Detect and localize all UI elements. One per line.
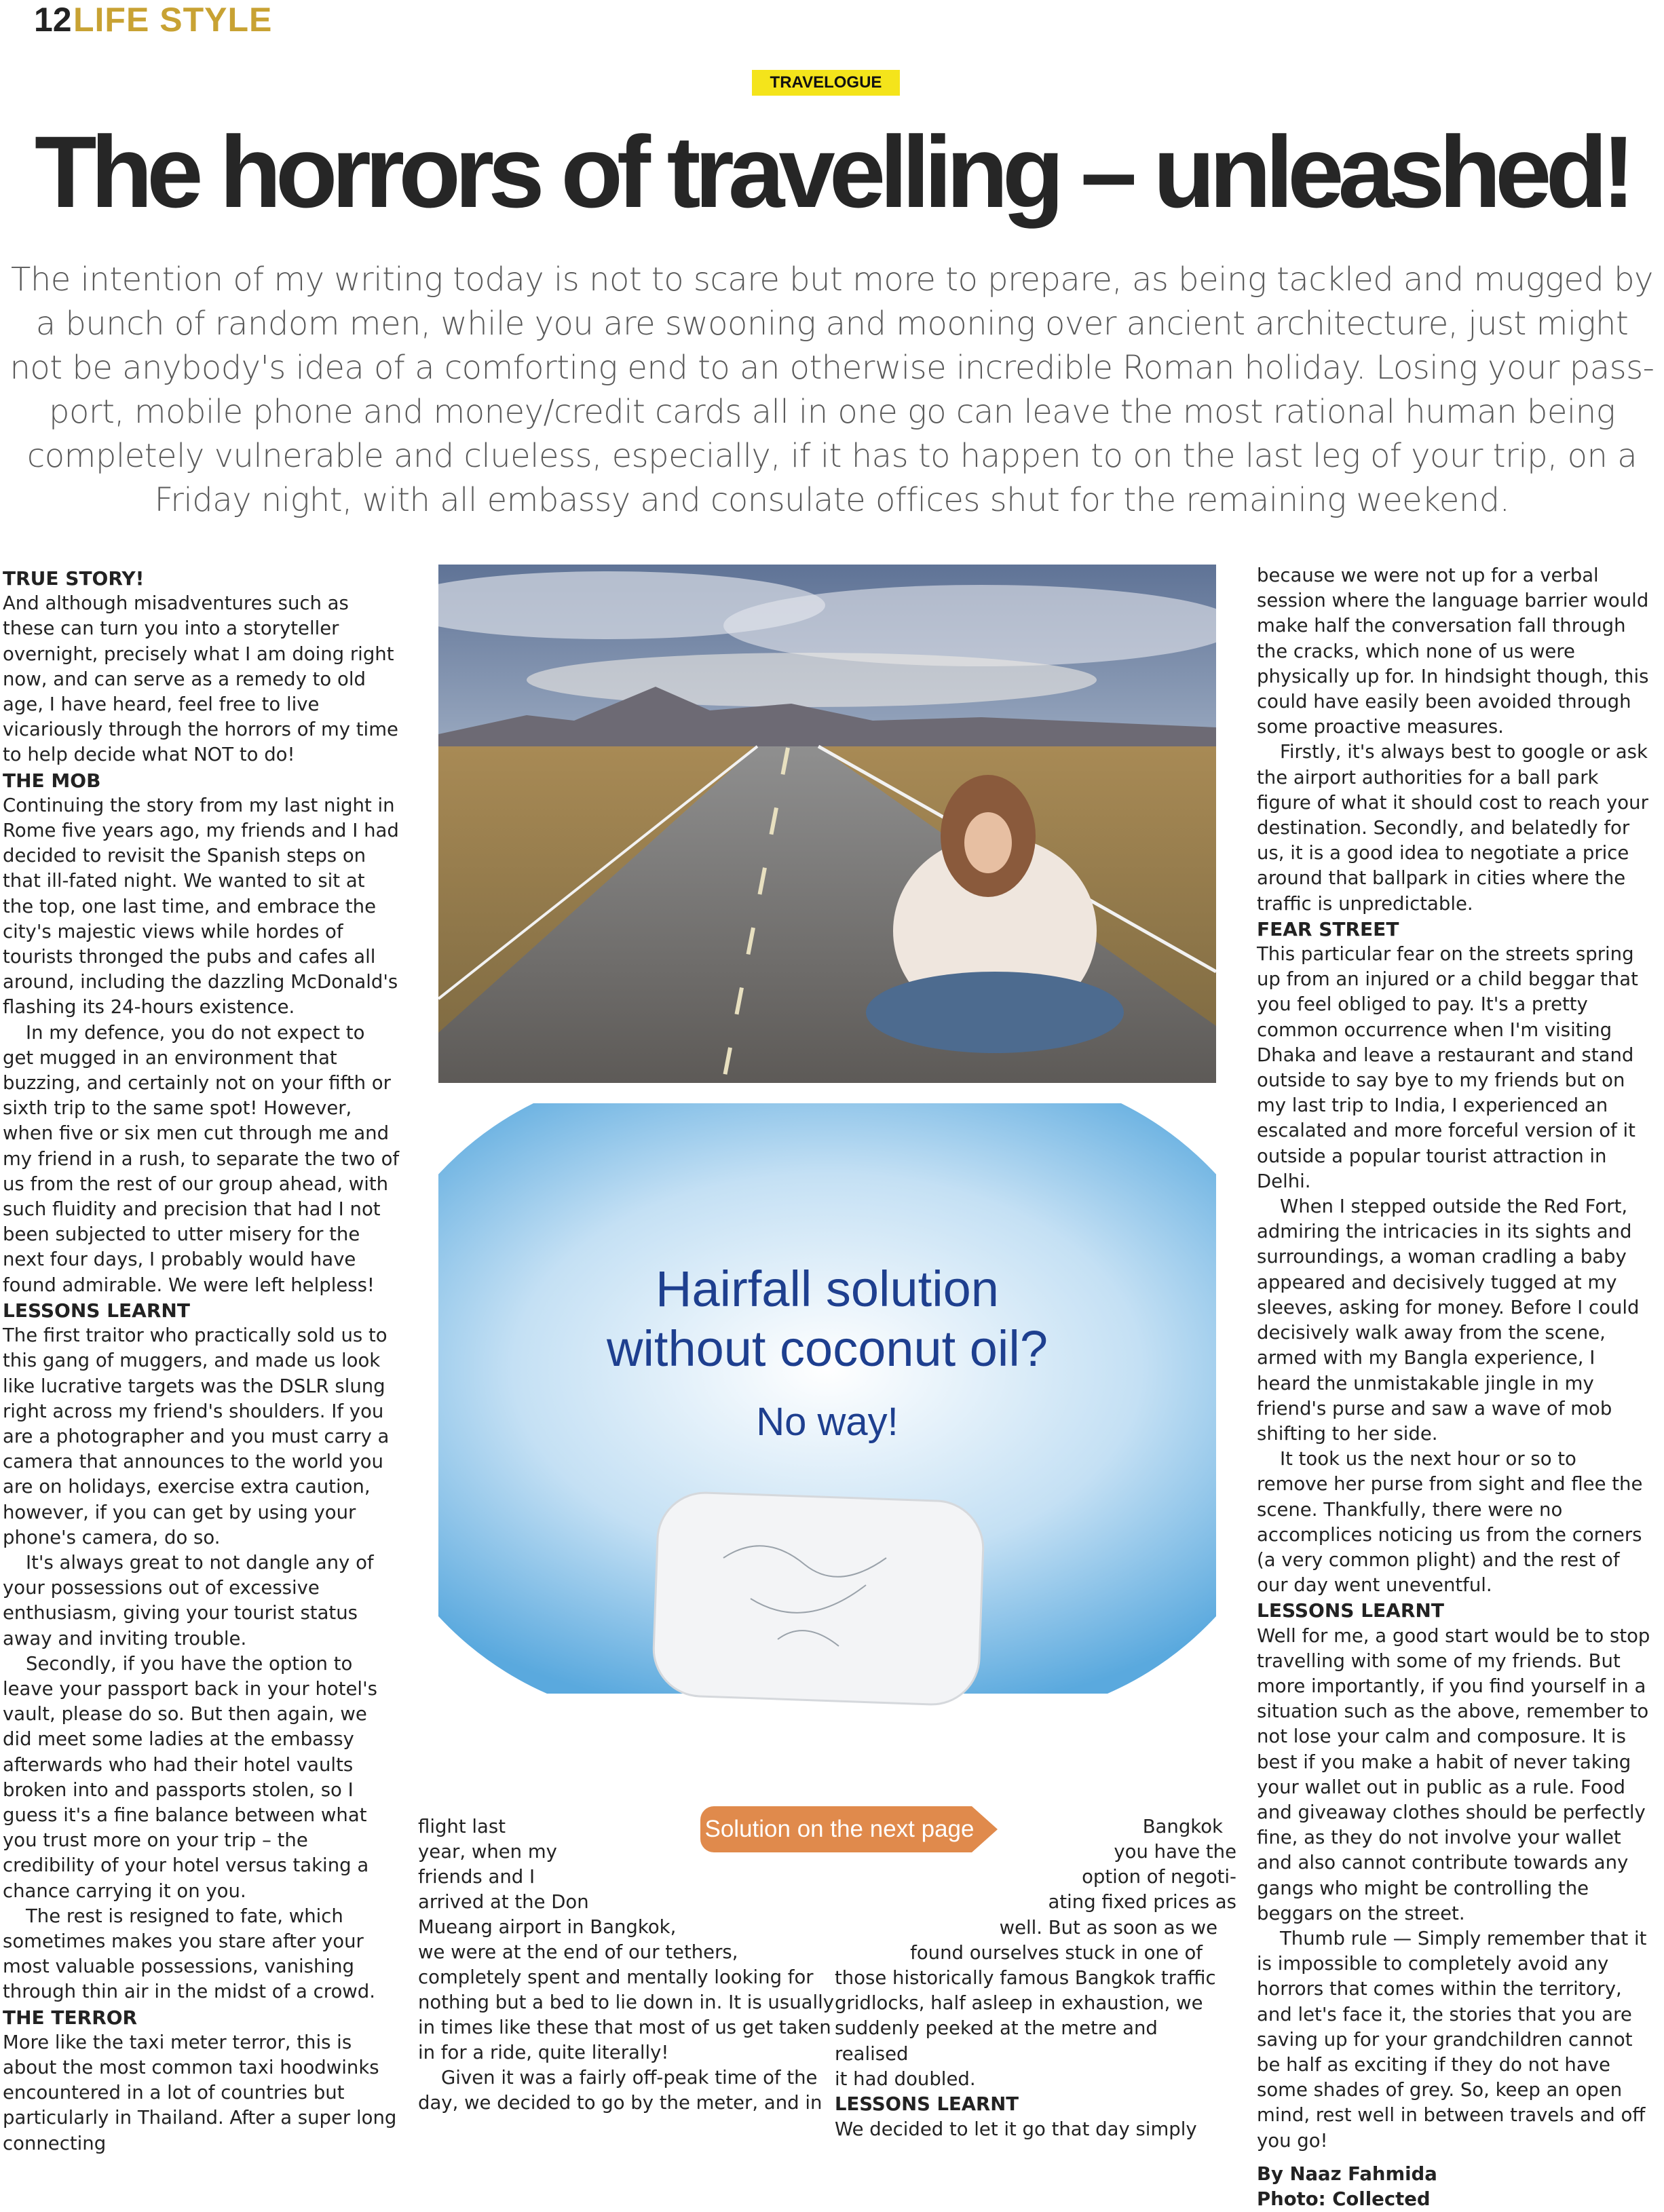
text-line: completely spent and mentally looking for [418,1966,814,1988]
text-line: Given it was a fairly off-peak time of the [441,2067,818,2089]
text-line: Mueang airport in Bangkok, [418,1916,677,1938]
text-line: in for a ride, quite literally! [418,2042,669,2063]
paragraph: It's always great to not dangle any of your possessions out of excessive enthusiasm, giving your tourist status away and inviting trouble. [3,1551,374,1650]
ad-headline-line: without coconut oil? [607,1320,1048,1377]
section-title: LIFE STYLE [73,1,273,39]
paragraph: This particular fear on the streets spring up from an injured or a child beggar that you feel obliged to pay. It's a pretty common occurrence when I'm visiting Dhaka and leave a restaurant and stand outside to say bye to my friends but on my last trip to India, I experienced an escalated and more forceful version of it outside a popular tourist attraction in Delhi. [1257,943,1638,1192]
road-photo [438,565,1216,1083]
subhead-lessons-learnt: LESSONS LEARNT [1257,1599,1444,1622]
text-line: found ourselves stuck in one of [910,1941,1203,1964]
intro-standfirst [0,258,1664,522]
paragraph: And although misadventures such as these can turn you into a storyteller overnight, precisely what I am doing right now, and can serve as a remedy to old age, I have heard, feel free to live vicariously through the horrors of my time to help decide what NOT to do! [3,592,398,766]
text-line: you have the [1114,1841,1236,1863]
intro-line: a bunch of random men, while you are swooning and mooning over ancient architecture, just might [35,305,1629,343]
text-line: arrived at the Don [418,1891,589,1913]
paragraph: because we were not up for a verbal session where the language barrier would make half the conversation fall through the cracks, which none of us were physically up for. In hindsight though, this could have easily been avoided through some proactive measures. [1257,565,1649,738]
text-line: well. But as soon as we [999,1916,1217,1939]
hairfall-advert [438,1083,1216,1843]
text-line: friends and I [418,1866,535,1888]
text-line: We decided to let it go that day simply [835,2118,1197,2141]
intro-line: not be anybody's idea of a comforting end to an otherwise incredible Roman holiday. Losing your pass- [10,349,1654,387]
kicker-label: TRAVELOGUE [752,70,900,96]
paragraph: The first traitor who practically sold us to this gang of muggers, and made us look like lucrative targets was the DSLR slung right across my friend's shoulders. If you are a photographer and you must carry a camera that announces to the world you are on holidays, exercise extra caution, however, if you can get by using your phone's camera, do so. [3,1324,390,1548]
subhead-fear-street: FEAR STREET [1257,917,1399,940]
text-line: Bangkok [1142,1816,1223,1837]
text-line: those historically famous Bangkok traffic [835,1967,1216,1989]
intro-line: completely vulnerable and clueless, especially, if it has to happen to on the last leg of your trip, on a [26,437,1638,475]
intro-line: Friday night, with all embassy and consulate offices shut for the remaining weekend. [154,481,1510,519]
article-column-3 [1257,563,1653,2212]
text-line: day, we decided to go by the meter, and in [418,2092,822,2114]
page-number: 12 [34,1,72,39]
text-line: it had doubled. [835,2067,976,2090]
ad-tagline: No way! [756,1400,899,1444]
ad-headline [438,1259,1216,1379]
intro-line: The intention of my writing today is not to scare but more to prepare, as being tackled and mugged by [11,261,1653,299]
text-line: in times like these that most of us get taken [418,2017,831,2038]
headline: The horrors of travelling – unleashed! [34,115,1630,229]
subhead-lessons-learnt: LESSONS LEARNT [835,2093,1019,2116]
text-line: we were at the end of our tethers, [418,1941,738,1963]
text-line: year, when my [418,1841,557,1863]
paragraph: Well for me, a good start would be to stop travelling with some of my friends. But more importantly, if you find yourself in a situation such as the above, remember to not lose your calm and composure. It is best if you make a habit of never taking your wallet out in public as a rule. Food and giveaway clothes should be perfectly fine, as they do not involve your wallet and also cannot contribute towards any gangs who might be controlling the beggars on the street. [1257,1624,1650,1924]
text-line: ating fixed prices as [1048,1891,1236,1913]
paragraph: Firstly, it's always best to google or ask the airport authorities for a ball park figure of what it should cost to reach your destination. Secondly, and belatedly for us, it is a good idea to negotiate a price around that ballpark in cities where the traffic is unpredictable. [1257,741,1648,915]
ad-headline-line: Hairfall solution [656,1261,999,1317]
intro-line: port, mobile phone and money/credit cards all in one go can leave the most rational human being [49,393,1615,431]
photo-credit: Photo: Collected [1257,2188,1431,2210]
text-line: flight last [418,1816,506,1837]
paragraph: In my defence, you do not expect to get mugged in an environment that buzzing, and certainly not on your fifth or sixth trip to the same spot! However, when five or six men cut through me and my friend in a rush, to separate the two of us from the rest of our group ahead, with such fluidity and precision that had I not been subjected to utter misery for the next four days, I probably would have found admirable. We were left helpless! [3,1021,400,1296]
paragraph: When I stepped outside the Red Fort, admiring the intricacies in its sights and surroundings, a woman cradling a baby appeared and decisively tugged at my sleeves, asking for money. Before I could decisively walk away from the scene, armed with my Bangla experience, I heard the unmistakable jingle in my friend's purse and saw a wave of mob shifting to her side. [1257,1196,1640,1445]
byline: By Naaz Fahmida [1257,2162,1437,2185]
article-column-1 [3,566,400,2156]
paragraph: Continuing the story from my last night in Rome five years ago, my friends and I had decided to revisit the Spanish steps on that ill-fated night. We wanted to sit at the top, one last time, and embrace the city's majestic views while hordes of tourists thronged the pubs and cafes all around, including the dazzling McDonald's flashing its 24-hours existence. [3,794,399,1018]
article-column-2-right [835,1814,1236,2142]
subhead-true-story: TRUE STORY! [3,567,145,590]
paragraph: It took us the next hour or so to remove her purse from sight and flee the scene. Thankfully, there were no accomplices noticing us from the corners (a very common plight) and the rest of our day went uneventful. [1257,1448,1643,1597]
paragraph: The rest is resigned to fate, which sometimes makes you stare after your most valuable possessions, vanishing through thin air in the midst of a crowd. [3,1905,375,2003]
subhead-lessons-learnt: LESSONS LEARNT [3,1299,190,1322]
paragraph: More like the taxi meter terror, this is about the most common taxi hoodwinks encountered in a lot of countries but particularly in Thailand. After a super long connecting [3,2031,397,2154]
ad-cta: Solution on the next page [704,1816,975,1842]
paragraph: Secondly, if you have the option to leave your passport back in your hotel's vault, please do so. But then again, we did meet some ladies at the embassy afterwards who had their hotel vaults broken into and passports stolen, so I guess it's a fine balance between what you trust more on your trip – the credibility of your hotel versus taking a chance carrying it on you. [3,1652,377,1902]
text-line: option of negoti- [1082,1866,1236,1888]
subhead-the-terror: THE TERROR [3,2006,138,2029]
subhead-the-mob: THE MOB [3,769,101,792]
text-line: nothing but a bed to lie down in. It is usually [418,1991,835,2013]
text-line: suddenly peeked at the metre and realised [835,2017,1158,2065]
paragraph: Thumb rule — Simply remember that it is impossible to completely avoid any horrors that comes within the territory, and let's face it, the stories that you are saving up for your grandchildren cannot be half as exciting if they do not have some shades of grey. So, keep an open mind, rest well in between travels and off you go! [1257,1927,1647,2152]
text-line: gridlocks, half asleep in exhaustion, we [835,1992,1203,2015]
